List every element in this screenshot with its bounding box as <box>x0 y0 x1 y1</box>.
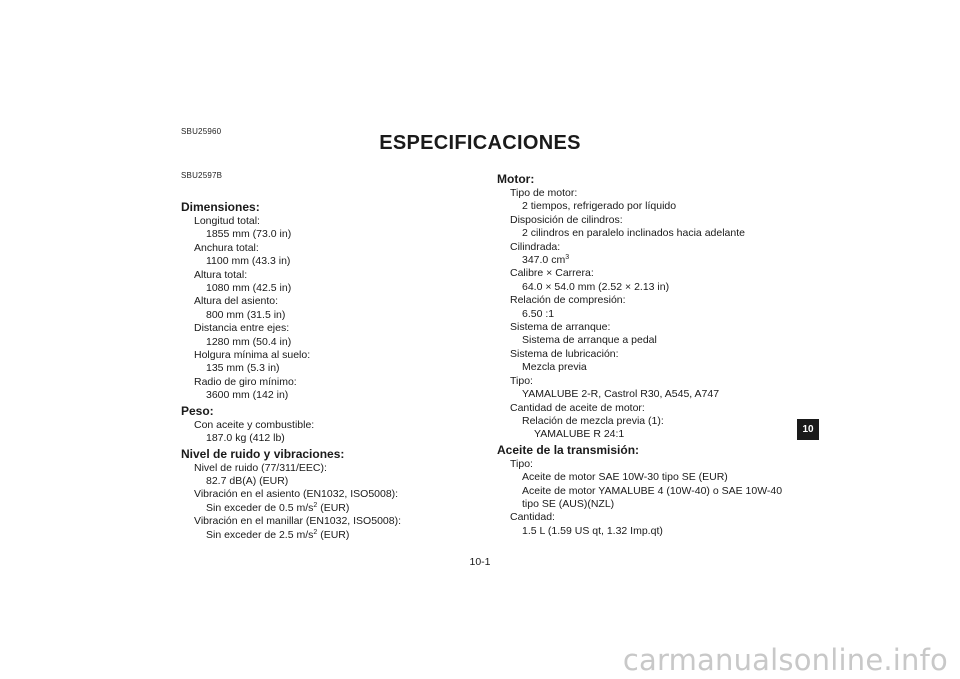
spec-value: 1080 mm (42.5 in) <box>206 282 292 295</box>
spec-value: tipo SE (AUS)(NZL) <box>522 497 615 510</box>
spec-value: 1.5 L (1.59 US qt, 1.32 Imp.qt) <box>522 524 663 537</box>
weight-heading: Peso: <box>181 403 214 418</box>
value-text: Sin exceder de 0.5 m/s <box>206 501 314 514</box>
weight-list <box>181 419 451 446</box>
spec-label: Tipo: <box>510 457 533 470</box>
dimensions-heading: Dimensiones: <box>181 200 260 214</box>
spec-value: 800 mm (31.5 in) <box>206 308 286 321</box>
spec-label: Cantidad de aceite de motor: <box>510 401 645 414</box>
spec-value: 2 cilindros en paralelo inclinados hacia adelante <box>522 227 745 240</box>
value-text: 347.0 cm <box>522 254 566 267</box>
spec-label: Distancia entre ejes: <box>194 322 290 335</box>
engine-heading: Motor: <box>497 172 535 186</box>
spec-value: Sistema de arranque a pedal <box>522 334 657 347</box>
page-title: ESPECIFICACIONES <box>379 132 581 154</box>
spec-label: Calibre × Carrera: <box>510 267 594 280</box>
spec-value: Relación de mezcla previa (1): <box>522 414 664 427</box>
watermark: carmanualsonline.info <box>622 643 948 677</box>
superscript: 3 <box>565 254 570 262</box>
spec-label: Nivel de ruido (77/311/EEC): <box>194 461 327 474</box>
left-column <box>181 199 451 542</box>
spec-label: Altura del asiento: <box>194 295 279 308</box>
spec-label: Disposición de cilindros: <box>510 213 623 226</box>
spec-subvalue: YAMALUBE R 24:1 <box>534 428 625 441</box>
spec-label: Cilindrada: <box>510 240 561 253</box>
spec-value: 135 mm (5.3 in) <box>206 362 280 375</box>
spec-label: Sistema de arranque: <box>510 321 611 334</box>
spec-value <box>194 502 451 515</box>
spec-label: Sistema de lubricación: <box>510 347 619 360</box>
spec-value: Aceite de motor YAMALUBE 4 (10W-40) o SAE 10W-40 <box>522 484 783 497</box>
value-text: (EUR) <box>317 528 350 541</box>
spec-value: 1100 mm (43.3 in) <box>206 255 291 268</box>
dimensions-list <box>181 215 451 403</box>
transmission-heading: Aceite de la transmisión: <box>497 442 640 457</box>
spec-label: Holgura mínima al suelo: <box>194 349 311 362</box>
value-text: (EUR) <box>317 501 350 514</box>
engine-list <box>497 187 817 442</box>
spec-value: YAMALUBE 2-R, Castrol R30, A545, A747 <box>522 388 720 401</box>
spec-label: Vibración en el asiento (EN1032, ISO5008): <box>194 488 399 501</box>
spec-label: Cantidad: <box>510 511 555 524</box>
spec-value: 1280 mm (50.4 in) <box>206 335 292 348</box>
spec-label: Relación de compresión: <box>510 294 626 307</box>
transmission-list <box>497 458 817 538</box>
spec-value: 3600 mm (142 in) <box>206 389 289 402</box>
chapter-tab: 10 <box>797 419 819 440</box>
spec-label: Anchura total: <box>194 241 259 254</box>
spec-value: Aceite de motor SAE 10W-30 tipo SE (EUR) <box>522 471 728 484</box>
superscript: 2 <box>313 528 318 536</box>
spec-value <box>510 254 817 267</box>
right-column <box>497 171 817 538</box>
spec-value: 82.7 dB(A) (EUR) <box>206 474 289 487</box>
subsection-code: SBU2597B <box>181 171 223 180</box>
spec-label: Radio de giro mínimo: <box>194 375 297 388</box>
spec-value: Mezcla previa <box>522 361 587 374</box>
superscript: 2 <box>313 501 318 509</box>
spec-value <box>194 529 451 542</box>
spec-label: Altura total: <box>194 268 248 281</box>
spec-label: Longitud total: <box>194 215 260 227</box>
spec-label: Vibración en el manillar (EN1032, ISO5008): <box>194 515 402 528</box>
spec-value: 6.50 :1 <box>522 307 555 320</box>
noise-heading: Nivel de ruido y vibraciones: <box>181 446 345 461</box>
spec-label: Tipo de motor: <box>510 187 578 199</box>
section-code: SBU25960 <box>181 127 222 136</box>
spec-label: Con aceite y combustible: <box>194 418 315 431</box>
noise-list <box>181 462 451 542</box>
value-text: Sin exceder de 2.5 m/s <box>206 528 314 541</box>
spec-value: 1855 mm (73.0 in) <box>206 228 292 241</box>
spec-value: 64.0 × 54.0 mm (2.52 × 2.13 in) <box>522 280 670 293</box>
spec-value: 2 tiempos, refrigerado por líquido <box>522 200 677 213</box>
page-number: 10-1 <box>469 556 491 568</box>
spec-label: Tipo: <box>510 374 533 387</box>
spec-value: 187.0 kg (412 lb) <box>206 432 285 445</box>
